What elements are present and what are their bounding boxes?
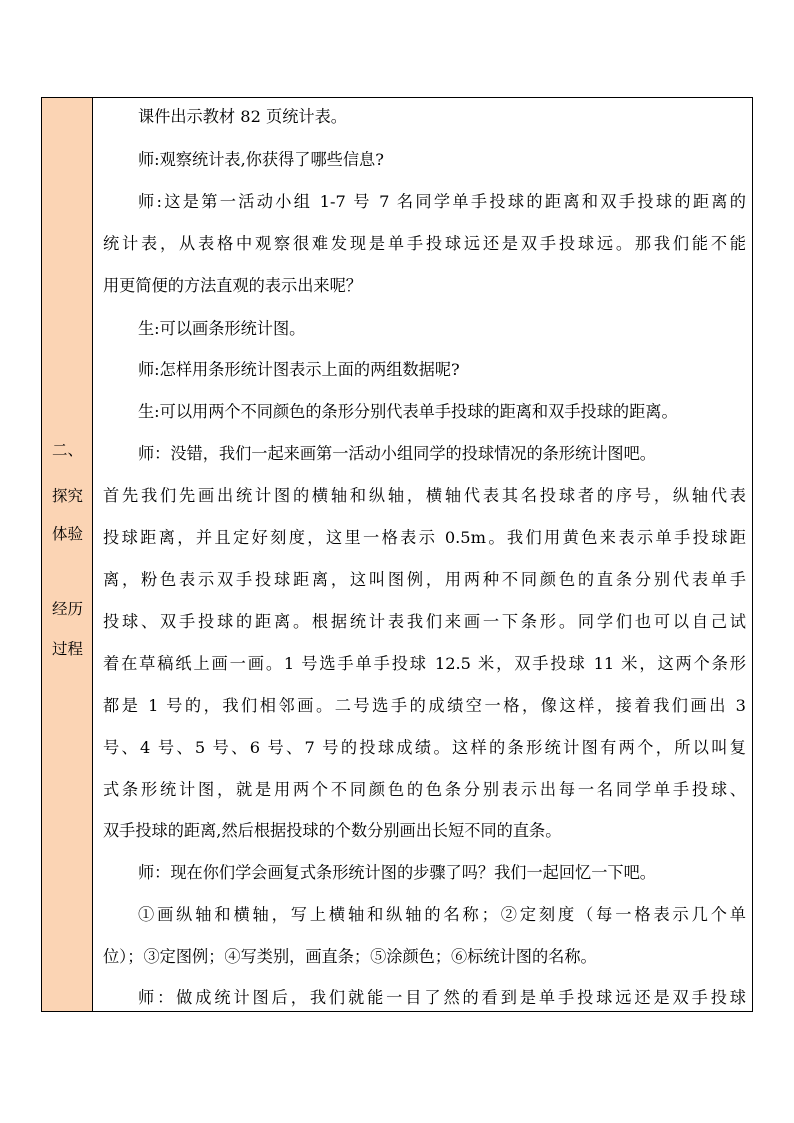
text-line: 生:可以用两个不同颜色的条形分别代表单手投球的距离和双手投球的距离。 [138, 402, 678, 421]
lesson-table [41, 97, 753, 1012]
text-line: 统计表，从表格中观察很难发现是单手投球远还是双手投球远。那我们能不能 [103, 234, 746, 253]
text-line: 师:怎样用条形统计图表示上面的两组数据呢? [138, 360, 460, 379]
text-line: 师：现在你们学会画复式条形统计图的步骤了吗？我们一起回忆一下吧。 [138, 863, 656, 882]
section-label-line5: 过程 [51, 640, 83, 658]
text-line: 课件出示教材 82 页统计表。 [138, 107, 347, 126]
text-line: 生:可以画条形统计图。 [138, 319, 306, 338]
section-label-line2: 探究 [51, 487, 83, 505]
text-line: 师:这是第一活动小组 1-7 号 7 名同学单手投球的距离和双手投球的距离的 [138, 192, 746, 211]
text-line: ①画纵轴和横轴，写上横轴和纵轴的名称；②定刻度（每一格表示几个单 [138, 905, 746, 924]
text-line: 双手投球的距离,然后根据投球的个数分别画出长短不同的直条。 [103, 821, 562, 840]
text-line: 投球、双手投球的距离。根据统计表我们来画一下条形。同学们也可以自己试 [103, 612, 746, 631]
section-label-line3: 体验 [51, 525, 83, 543]
text-line: 式条形统计图，就是用两个不同颜色的色条分别表示出每一名同学单手投球、 [103, 780, 746, 799]
section-label-line1: 二、 [51, 441, 83, 459]
text-line: 离，粉色表示双手投球距离，这叫图例，用两种不同颜色的直条分别代表单手 [103, 570, 746, 589]
text-line: 投球距离，并且定好刻度，这里一格表示 0.5m。我们用黄色来表示单手投球距 [103, 528, 746, 547]
text-line: 师:观察统计表,你获得了哪些信息? [138, 150, 384, 169]
text-line: 用更简便的方法直观的表示出来呢？ [103, 276, 362, 295]
text-line: 着在草稿纸上画一画。1 号选手单手投球 12.5 米，双手投球 11 米，这两个条形 [103, 654, 746, 673]
section-label-line4: 经历 [51, 600, 83, 618]
text-line: 师：做成统计图后，我们就能一目了然的看到是单手投球远还是双手投球 [138, 988, 746, 1007]
text-line: 首先我们先画出统计图的横轴和纵轴，横轴代表其名投球者的序号，纵轴代表 [103, 486, 746, 505]
section-label-cell [42, 98, 93, 1011]
lesson-content-cell [93, 98, 752, 1011]
text-line: 号、4 号、5 号、6 号、7 号的投球成绩。这样的条形统计图有两个，所以叫复 [103, 738, 746, 757]
text-line: 位）；③定图例；④写类别，画直条；⑤涂颜色；⑥标统计图的名称。 [103, 947, 597, 966]
text-line: 都是 1 号的，我们相邻画。二号选手的成绩空一格，像这样，接着我们画出 3 [103, 696, 746, 715]
text-line: 师：没错，我们一起来画第一活动小组同学的投球情况的条形统计图吧。 [138, 444, 656, 463]
